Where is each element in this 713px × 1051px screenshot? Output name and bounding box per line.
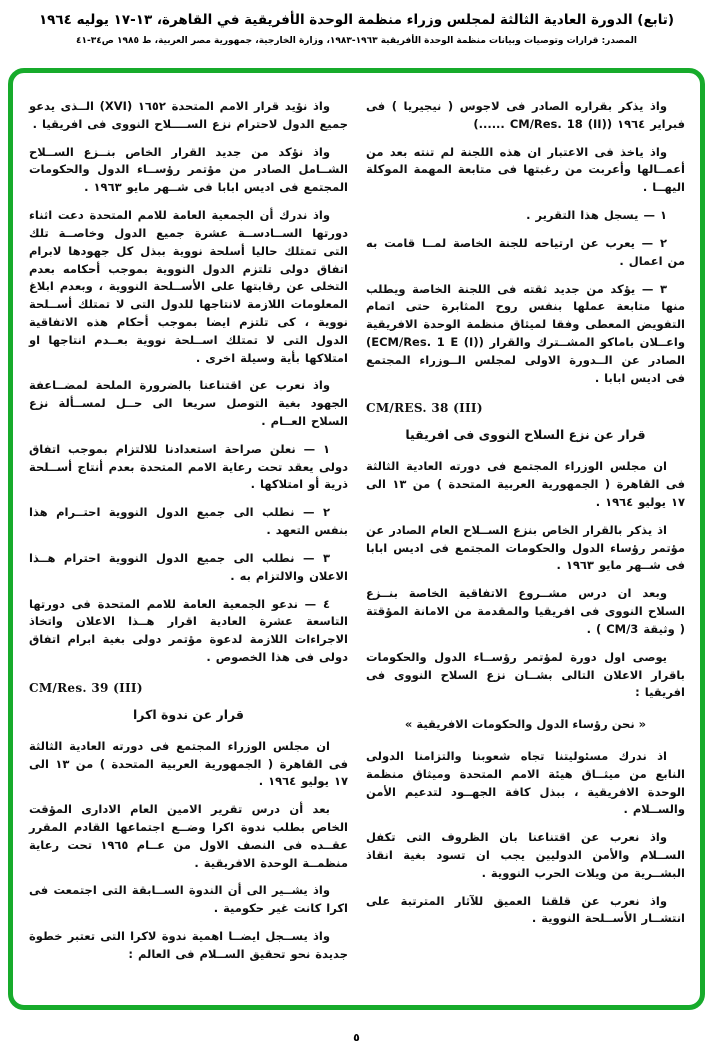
paragraph: ٤ — ندعو الجمعية العامة للامم المتحدة فى دورتها التاسعة عشرة العادية اقرار هــذا الاعلان واتخاذ الاجراءات اللازمة لدعوة مؤتمر دولى بغية ابرام اتفاق دولى فى هذا الخصوص . xyxy=(29,596,348,664)
paragraph: اذ يذكر بالقرار الخاص بنزع الســلاح العام الصادر عن مؤتمر رؤساء الدول والحكومات المجتمع فى اديس ابابا فى شــهر مايو ١٩٦٣ . xyxy=(366,522,685,573)
paragraph: واذ نعرب عن اقتناعنا بان الظروف التى تكفل الســلام والأمن الدوليين يجب ان تسود بغية انقاذ البشــرية من ويلات الحرب النووية . xyxy=(366,830,685,880)
paragraph: واذ نؤيد قرار الامم المتحدة ١٦٥٢ (XVI) الــذى يدعو جميع الدول لاحترام نزع الســــلاح النووى فى افريقيا . xyxy=(29,99,348,131)
paragraph: واذ ياخذ فى الاعتبار ان هذه اللجنة لم تنته بعد من أعمــالها وأعربت من رغبتها فى متابعة المهمة الموكلة اليهــا . xyxy=(366,144,685,195)
page-header xyxy=(0,12,713,46)
paragraph: ١ — نعلن صراحة استعدادنا للالتزام بموجب اتفاق دولى يعقد تحت رعاية الامم المتحدة بعدم أنتاج أســلحة ذرية أو امتلاكها . xyxy=(29,441,348,492)
paragraph: ٣ — يؤكد من جديد ثقته فى اللجنة الخاصة ويطلب منها متابعة عملها بنفس روح المثابرة حتى اتمام التفويض المعطى وفقا لميثاق منظمة الوحدة الافريقية واعــلان باماكو المشــترك والقرار (ECM/Res. 1 E (I)) الصادر عن الــدورة الاولى لمجلس الــوزراء المجتمع فى اديس ابابا . xyxy=(366,281,686,385)
resolution-code: CM/Res. 39 (III) xyxy=(29,680,143,695)
paragraph: واذ ندرك أن الجمعية العامة للامم المتحدة دعت اثناء دورتها الســادســة عشرة جميع الدول وخاصــة تلك التى تمتلك حاليا أسلحة نووية ببذل كل جهودها لابرام اتفاق دولى تلتزم الدول النووية بموجب أحكامه بعدم التخلى عن رقابتها على الأســلحة النووية ، وبعدم ابلاغ المعلومات اللازمة لانتاجها للدول التى لا تمتلك أســلحة نووية ، كى تلتزم ايضا بموجب أحكام هذه الاتفاقية الدول التى لا تمتلك اســلحة نووية بعــدم انتاجها او امتلاكها بأية وسيلة اخرى . xyxy=(29,208,348,365)
paragraph: يوصى اول دورة لمؤتمر رؤســاء الدول والحكومات باقرار الاعلان التالى بشــان نزع السلاح النووى فى افريقيا : xyxy=(366,649,685,700)
paragraph: ٢ — يعرب عن ارتياحه للجنة الخاصة لمــا قامت به من اعمال . xyxy=(366,235,685,268)
source-line: المصدر: قرارات وتوصيات وبيانات منظمة الوحدة الأفريقية ١٩٦٣-١٩٨٣، وزارة الخارجية، جمهورية مصر العربية، ط ١٩٨٥ ص٣٤-٤١ xyxy=(76,36,637,46)
resolution-code: CM/RES. 38 (III) xyxy=(366,401,483,416)
resolution-title: قرار عن ندوة اكرا xyxy=(133,706,244,722)
paragraph: واذ نعرب عن اقتناعنا بالضرورة الملحة لمضــاعفة الجهود بغية التوصل سريعا الى حــل لمســألة نزع السلاح العــام . xyxy=(29,378,348,428)
paragraph: وبعد ان درس مشــروع الاتفاقية الخاصة بنــزع السلاح النووى فى افريقيا والمقدمة من الامانة المؤقتة ( وثيقة CM/3 ) . xyxy=(366,586,685,636)
paragraph: بعد أن درس تقرير الامين العام الادارى المؤقت الخاص بطلب ندوة اكرا وضــع اجتماعها القادم المقرر عقــده فى النصف الاول من عــام ١٩٦٥ تحت رعاية منظمــة الوحدة الافريقية . xyxy=(29,802,348,870)
paragraph: ان مجلس الوزراء المجتمع فى دورته العادية الثالثة فى القاهرة ( الجمهورية العربية المتحدة ) من ١٣ الى ١٧ يوليو ١٩٦٤ . xyxy=(366,459,685,509)
paragraph: اذ ندرك مسئوليتنا تجاه شعوبنا والتزامنا الدولى النابع من ميثــاق هيئة الامم المتحدة وميثاق منظمة الوحدة الافريقية ، ببذل كافة الجهــود لتدعيم الأمن والســلام . xyxy=(366,748,685,817)
page-number: ٥ xyxy=(353,1031,360,1044)
paragraph: ١ — يسجل هذا التقرير . xyxy=(526,208,667,223)
document-border xyxy=(8,68,705,1010)
column-right xyxy=(366,98,685,938)
paragraph: ان مجلس الوزراء المجتمع فى دورته العادية الثالثة فى القاهرة ( الجمهورية العربية المتحدة ) من ١٣ الى ١٧ يوليو ١٩٦٤ . xyxy=(29,738,348,789)
paragraph: واذ يســجل ايضــا اهمية ندوة لاكرا التى تعتبر خطوة جديدة نحو تحقيق الســلام فى العالم : xyxy=(29,929,348,961)
paragraph: واذ نؤكد من جديد القرار الخاص بنــزع الســلاح الشــامل الصادر من مؤتمر رؤســاء الدول والحكومات المجتمع فى اديس ابابا فى شــهر مايو ١٩٦٣ . xyxy=(29,144,348,195)
paragraph: واذ يشــير الى أن الندوة الســابقة التى اجتمعت فى اكرا كانت غير حكومية . xyxy=(29,883,348,916)
column-left xyxy=(29,98,348,974)
text-columns xyxy=(13,73,700,974)
declaration-quote-line: « نحن رؤساء الدول والحكومات الافريقية » xyxy=(404,717,647,732)
document-title: (تابع) الدورة العادية الثالثة لمجلس وزراء منظمة الوحدة الأفريقية في القاهرة، ١٣-١٧ يوليه ١٩٦٤ xyxy=(38,12,675,28)
paragraph: ٢ — نطلب الى جميع الدول النووية احتــرام هذا بنفس التعهد . xyxy=(29,505,348,538)
paragraph: ٣ — نطلب الى جميع الدول النووية احترام هــذا الاعلان والالتزام به . xyxy=(29,550,348,583)
resolution-title: قرار عن نزع السلاح النووى فى افريقيا xyxy=(405,427,646,443)
paragraph: واذ يذكر بقراره الصادر فى لاجوس ( نيجيريا ) فى فبراير ١٩٦٤ (CM/Res. 18 (II) ......) xyxy=(366,99,685,131)
paragraph: واذ نعرب عن قلقنا العميق للآثار المترتبة على انتشــار الأســلحة النووية . xyxy=(366,893,685,926)
